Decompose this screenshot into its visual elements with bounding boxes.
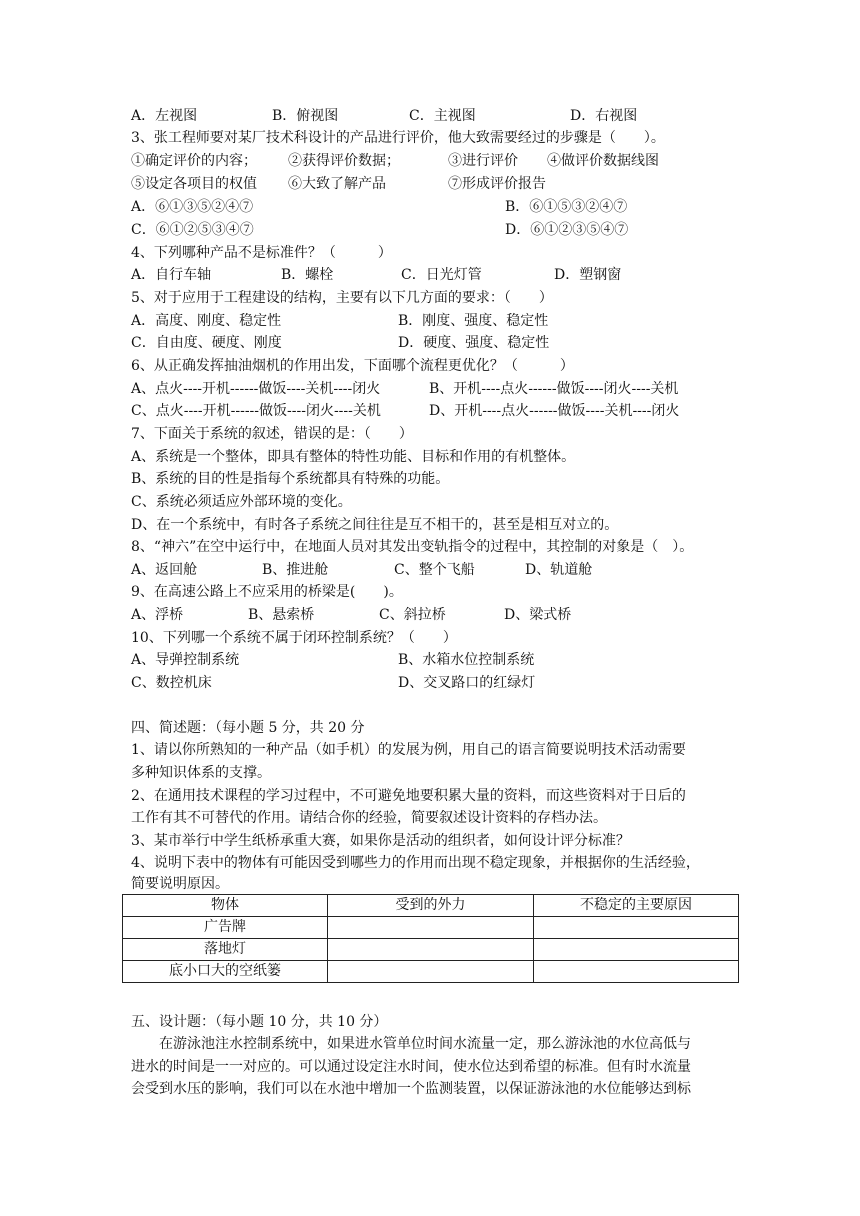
table-row [123, 939, 739, 961]
table-row [123, 917, 739, 939]
q3-option-a: A．⑥①③⑤②④⑦ [131, 199, 254, 215]
q8-stem: 8、“神六”在空中运行中，在地面人员对其发出变轨指令的过程中，其控制的对象是（ ）。 [131, 539, 694, 555]
q5-option-d: D．硬度、强度、稳定性 [398, 335, 550, 351]
q9-option-a: A、浮桥 [131, 607, 184, 623]
q3-step: ⑦形成评价报告 [448, 176, 546, 192]
q8-option-d: D、轨道舱 [525, 562, 593, 578]
q8-option-c: C、整个飞船 [394, 562, 475, 578]
q10-option-b: B、水箱水位控制系统 [398, 652, 535, 668]
forces-table [122, 894, 739, 983]
section4-q2-line: 2、在通用技术课程的学习过程中，不可避免地要积累大量的资料，而这些资料对于日后的 [131, 788, 686, 804]
q7-option-d: D、在一个系统中，有时各子系统之间往往是互不相干的，甚至是相互对立的。 [131, 517, 619, 533]
q5-option-a: A．高度、刚度、稳定性 [131, 313, 282, 329]
q3-step: ⑤设定各项目的权值 [131, 176, 257, 192]
q3-stem: 3、张工程师要对某厂技术科设计的产品进行评价，他大致需要经过的步骤是（ ）。 [131, 130, 665, 146]
q9-stem: 9、在高速公路上不应采用的桥梁是( )。 [131, 584, 403, 600]
table-cell [534, 961, 739, 983]
q6-option-d: D、开机----点火------做饭----关机----闭火 [429, 403, 680, 419]
q10-stem: 10、下列哪一个系统不属于闭环控制系统？（ ） [131, 630, 457, 646]
q2-option-a: A．左视图 [131, 108, 198, 124]
q3-step: ③进行评价 [448, 153, 518, 169]
q6-option-a: A、点火----开机------做饭----关机----闭火 [131, 381, 381, 397]
q3-option-c: C．⑥①②⑤③④⑦ [131, 222, 254, 238]
table-header: 物体 [123, 895, 328, 917]
q7-option-a: A、系统是一个整体，即具有整体的特性功能、目标和作用的有机整体。 [131, 449, 576, 465]
q3-option-d: D．⑥①②③⑤④⑦ [505, 222, 629, 238]
section4-q2-line: 工作有其不可替代的作用。请结合你的经验，简要叙述设计资料的存档办法。 [131, 810, 607, 826]
table-cell: 落地灯 [123, 939, 328, 961]
section4-q1-line: 多种知识体系的支撑。 [131, 765, 271, 781]
q4-option-d: D．塑钢窗 [554, 267, 622, 283]
q3-step: ⑥大致了解产品 [288, 176, 386, 192]
q6-option-b: B、开机----点火------做饭----闭火----关机 [429, 381, 679, 397]
q5-option-c: C．自由度、硬度、刚度 [131, 335, 282, 351]
q4-option-c: C．日光灯管 [401, 267, 482, 283]
table-header: 不稳定的主要原因 [534, 895, 739, 917]
q2-option-c: C．主视图 [409, 108, 476, 124]
table-cell [534, 939, 739, 961]
table-cell: 广告牌 [123, 917, 328, 939]
table-cell [328, 961, 534, 983]
table-header: 受到的外力 [328, 895, 534, 917]
q4-stem: 4、下列哪种产品不是标准件？（ ） [131, 245, 392, 261]
q7-stem: 7、下面关于系统的叙述，错误的是：（ ） [131, 426, 413, 442]
q7-option-b: B、系统的目的性是指每个系统都具有特殊的功能。 [131, 471, 450, 487]
q4-option-b: B．螺栓 [281, 267, 334, 283]
q6-option-c: C、点火----开机------做饭----闭火----关机 [131, 403, 381, 419]
q3-step: ①确定评价的内容； [131, 153, 257, 169]
q8-option-a: A、返回舱 [131, 562, 198, 578]
q5-stem: 5、对于应用于工程建设的结构，主要有以下几方面的要求：（ ） [131, 290, 553, 306]
section5-paragraph-line: 在游泳池注水控制系统中，如果进水管单位时间水流量一定，那么游泳池的水位高低与 [159, 1036, 691, 1052]
section4-q1-line: 1、请以你所熟知的一种产品（如手机）的发展为例，用自己的语言简要说明技术活动需要 [131, 742, 686, 758]
section5-paragraph-line: 进水的时间是一一对应的。可以通过设定注水时间，使水位达到希望的标准。但有时水流量 [131, 1059, 691, 1075]
q2-option-d: D．右视图 [570, 108, 638, 124]
table-cell [328, 939, 534, 961]
q9-option-d: D、梁式桥 [504, 607, 572, 623]
q9-option-b: B、悬索桥 [248, 607, 315, 623]
section4-q3: 3、某市举行中学生纸桥承重大赛，如果你是活动的组织者，如何设计评分标准？ [131, 833, 630, 849]
q10-option-d: D、交叉路口的红绿灯 [398, 675, 536, 691]
section4-q4-line: 4、说明下表中的物体有可能因受到哪些力的作用而出现不稳定现象，并根据你的生活经验， [131, 855, 700, 871]
table-cell [328, 917, 534, 939]
table-header-row [123, 895, 739, 917]
q8-option-b: B、推进舱 [262, 562, 329, 578]
q10-option-c: C、数控机床 [131, 675, 212, 691]
section5-paragraph-line: 会受到水压的影响，我们可以在水池中增加一个监测装置，以保证游泳池的水位能够达到标 [131, 1081, 691, 1097]
table-cell: 底小口大的空纸篓 [123, 961, 328, 983]
q3-option-b: B．⑥①⑤③②④⑦ [505, 199, 628, 215]
q4-option-a: A．自行车轴 [131, 267, 212, 283]
q10-option-a: A、导弹控制系统 [131, 652, 240, 668]
q2-option-b: B．俯视图 [272, 108, 339, 124]
q3-step: ②获得评价数据； [288, 153, 400, 169]
table-cell [534, 917, 739, 939]
section5-title: 五、设计题：（每小题 10 分，共 10 分） [131, 1014, 388, 1030]
q6-stem: 6、从正确发挥抽油烟机的作用出发，下面哪个流程更优化？（ ） [131, 358, 574, 374]
table-row [123, 961, 739, 983]
q7-option-c: C、系统必须适应外部环境的变化。 [131, 494, 352, 510]
section4-title: 四、简述题：（每小题 5 分，共 20 分 [131, 720, 365, 736]
q5-option-b: B．刚度、强度、稳定性 [398, 313, 549, 329]
q9-option-c: C、斜拉桥 [379, 607, 446, 623]
q3-step: ④做评价数据线图 [547, 153, 659, 169]
section4-q4-line: 简要说明原因。 [131, 876, 229, 892]
